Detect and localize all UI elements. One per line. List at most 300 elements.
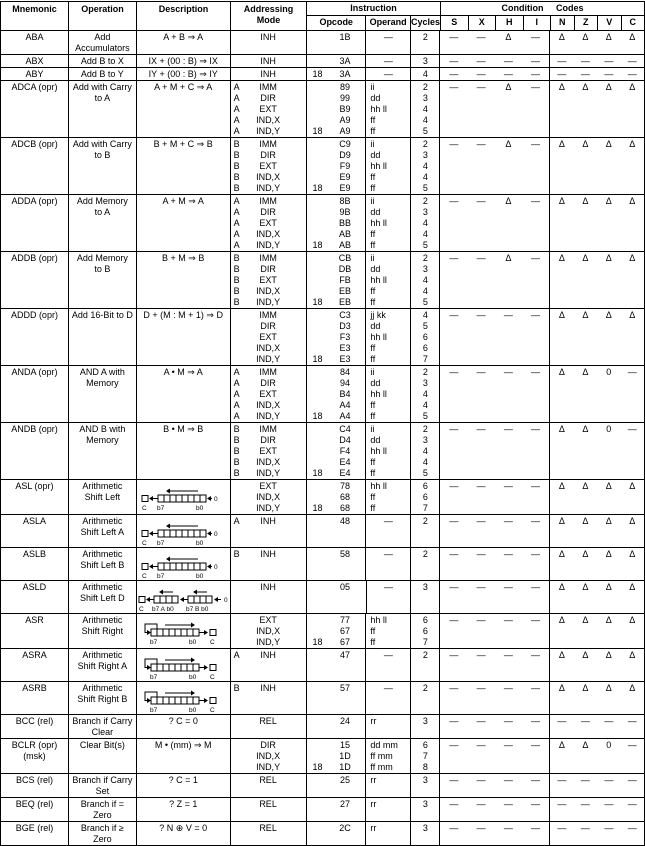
operation-cell: Arithmetic Shift Left A [69, 515, 137, 547]
cc-flag-value: Δ [605, 549, 612, 559]
addressing-mode-cell [231, 423, 307, 479]
cc-sxhi-cell [440, 682, 550, 714]
opcode-value: FB [339, 275, 351, 285]
operation-cell: Add B to X [69, 55, 137, 67]
opcode-cell [307, 649, 367, 681]
cc-flag-value: — [449, 775, 459, 785]
opcode-value: C4 [339, 424, 351, 434]
cc-flag-value: Δ [558, 253, 565, 263]
cc-flag-value: Δ [558, 582, 565, 592]
cycles-cell [411, 739, 440, 773]
cycles-value: 2 [422, 650, 428, 660]
cc-sxhi-cell [440, 31, 550, 54]
header-cycles-label: Cycles [410, 17, 440, 27]
operand-value: — [383, 582, 393, 592]
opcode-value: 1D [339, 751, 351, 761]
cc-flag-value: — [627, 69, 637, 79]
cc-flag-value: Δ [629, 615, 636, 625]
cc-flag-value: — [503, 69, 513, 79]
operand-value: ii [370, 367, 375, 377]
operand-value: ff [370, 172, 376, 182]
operation-cell: Add with Carry to B [69, 138, 137, 194]
cycles-cell [411, 138, 440, 194]
mnemonic-cell: ASLD [1, 581, 69, 613]
cc-flag-value: Δ [505, 82, 512, 92]
header-cc-i-label: I [535, 17, 538, 27]
addressing-mode-value: EXT [259, 481, 277, 491]
operand-value: hh ll [370, 275, 387, 285]
addressing-mode-value: IMM [259, 253, 277, 263]
opcode-value: 58 [339, 549, 350, 559]
cc-flag-value: 0 [606, 424, 612, 434]
opcode-value: A4 [339, 411, 351, 421]
opcode-cell [307, 31, 367, 54]
cc-flag-value: — [531, 32, 541, 42]
addressing-mode-cell [231, 515, 307, 547]
cc-flag-value: Δ [582, 82, 589, 92]
cc-sxhi-cell [440, 423, 550, 479]
cycles-cell [411, 515, 440, 547]
addressing-mode-cell [231, 81, 307, 137]
opcode-value: E3 [339, 354, 351, 364]
mnemonic-cell: BCLR (opr) (msk) [1, 739, 69, 773]
operation-cell: Add with Carry to A [69, 81, 137, 137]
cc-flag-value: — [476, 799, 486, 809]
operand-cell [366, 515, 411, 547]
accumulator-letter: A [233, 115, 240, 125]
mnemonic-cell: ADDD (opr) [1, 309, 69, 365]
addressing-mode-cell [231, 55, 307, 67]
operand-value: ff [370, 637, 376, 647]
operand-value: rr [370, 716, 377, 726]
cc-flag-value: — [531, 615, 541, 625]
cycles-value: 6 [422, 740, 428, 750]
opcode-prefix: 18 [312, 762, 323, 772]
mnemonic-cell: ASR [1, 614, 69, 648]
header-cc-s-label: S [441, 16, 469, 30]
instruction-row-aby [1, 68, 644, 81]
operation-cell: Branch if Carry Clear [69, 715, 137, 738]
svg-text:b7: b7 [157, 540, 165, 547]
cycles-cell [411, 81, 440, 137]
cc-flag-value: Δ [605, 683, 612, 693]
cc-flag-value: Δ [582, 549, 589, 559]
cycles-value: 6 [422, 626, 428, 636]
header-instruction-label: Instruction [307, 2, 440, 16]
header-cc-z-label: Z [575, 16, 599, 30]
cc-flag-value: — [476, 310, 486, 320]
cc-flag-value: Δ [558, 740, 565, 750]
cc-sxhi-cell [440, 649, 550, 681]
opcode-value: 9B [339, 207, 351, 217]
operation-cell: Branch if = Zero [69, 798, 137, 821]
opcode-value: 1D [339, 762, 351, 772]
cc-sxhi-cell [440, 366, 550, 422]
opcode-cell [307, 614, 367, 648]
accumulator-letter: A [233, 93, 240, 103]
header-operation [69, 2, 137, 30]
operation-cell: Branch if Carry Set [69, 774, 137, 797]
operand-value: ff [370, 400, 376, 410]
header-description [137, 2, 231, 30]
addressing-mode-value: IND,X [256, 751, 281, 761]
operation-cell: Add B to Y [69, 68, 137, 80]
cycles-cell [411, 649, 440, 681]
accumulator-letter: A [233, 82, 240, 92]
cc-flag-value: — [476, 516, 486, 526]
addressing-mode-cell [231, 715, 307, 738]
header-cc-h-label: H [496, 16, 524, 30]
instruction-row-asra [1, 649, 644, 682]
opcode-value: 25 [339, 775, 350, 785]
operation-cell: Add Memory to B [69, 252, 137, 308]
cycles-value: 4 [422, 69, 428, 79]
cc-flag-value: — [449, 823, 459, 833]
addressing-mode-cell [231, 366, 307, 422]
addressing-mode-value: INH [260, 56, 276, 66]
operand-value: ff [370, 229, 376, 239]
cc-flag-value: — [580, 799, 590, 809]
svg-text:C: C [210, 707, 215, 714]
header-cc-nzvc [551, 16, 644, 30]
opcode-cell [307, 195, 367, 251]
svg-text:0: 0 [214, 564, 218, 571]
cc-flag-value: — [449, 516, 459, 526]
cycles-value: 3 [422, 264, 428, 274]
cc-flag-value: — [476, 481, 486, 491]
cc-flag-value: Δ [629, 253, 636, 263]
accumulator-letter: B [233, 683, 240, 693]
mnemonic-cell: ADCB (opr) [1, 138, 69, 194]
cc-flag-value: — [557, 69, 567, 79]
cc-flag-value: Δ [629, 310, 636, 320]
cycles-value: 3 [422, 150, 428, 160]
addressing-mode-value: IND,X [256, 400, 281, 410]
header-mnemonic-label: Mnemonic [12, 4, 57, 14]
cc-flag-value: — [627, 799, 637, 809]
accumulator-letter: A [233, 218, 240, 228]
opcode-cell [307, 798, 367, 821]
cycles-cell [411, 55, 440, 67]
cc-flag-value: Δ [558, 481, 565, 491]
cc-flag-value: — [627, 823, 637, 833]
operation-cell: Arithmetic Shift Left [69, 480, 137, 514]
cycles-cell [411, 614, 440, 648]
cc-flag-value: Δ [505, 139, 512, 149]
cc-sxhi-cell [440, 68, 550, 80]
operand-value: — [383, 69, 393, 79]
accumulator-letter: A [233, 389, 240, 399]
accumulator-letter: B [233, 446, 240, 456]
cc-nzvc-cell [550, 774, 644, 797]
addressing-mode-value: IND,Y [256, 354, 281, 364]
cc-flag-value: — [449, 549, 459, 559]
cc-flag-value: Δ [629, 481, 636, 491]
addressing-mode-value: IMM [259, 310, 277, 320]
instruction-row-beq [1, 798, 644, 822]
addressing-mode-value: EXT [259, 615, 277, 625]
operation-cell: Add Memory to A [69, 195, 137, 251]
cc-flag-value: — [557, 716, 567, 726]
cc-nzvc-cell [550, 715, 644, 738]
cycles-value: 4 [422, 446, 428, 456]
operand-value: dd [370, 378, 381, 388]
operation-cell: Add Accumulators [69, 31, 137, 54]
addressing-mode-cell [231, 252, 307, 308]
opcode-value: CB [338, 253, 352, 263]
addressing-mode-value: REL [259, 775, 277, 785]
opcode-cell [307, 366, 367, 422]
cc-flag-value: — [531, 82, 541, 92]
operand-value: — [383, 516, 393, 526]
opcode-value: D9 [339, 150, 351, 160]
cycles-cell [411, 798, 440, 821]
mnemonic-cell: ADCA (opr) [1, 81, 69, 137]
accumulator-letter: A [233, 411, 240, 421]
operand-cell [366, 55, 411, 67]
description-cell: IY + (00 : B) ⇒ IY [137, 68, 231, 80]
addressing-mode-value: EXT [259, 332, 277, 342]
cc-flag-value: — [557, 799, 567, 809]
addressing-mode-cell [231, 31, 307, 54]
svg-text:b0: b0 [189, 707, 197, 714]
opcode-cell [307, 252, 367, 308]
operand-value: hh ll [370, 446, 387, 456]
accumulator-letter: B [233, 253, 240, 263]
cc-flag-value: — [503, 615, 513, 625]
cc-flag-value: Δ [605, 139, 612, 149]
cycles-cell [411, 252, 440, 308]
cc-flag-value: — [531, 139, 541, 149]
cc-flag-value: — [449, 310, 459, 320]
cycles-value: 3 [422, 93, 428, 103]
cc-flag-value: — [503, 424, 513, 434]
cycles-value: 4 [422, 310, 428, 320]
cc-flag-value: — [531, 310, 541, 320]
cc-flag-value: Δ [582, 683, 589, 693]
header-cc-n-label: N [551, 16, 575, 30]
operand-value: hh ll [370, 332, 387, 342]
addressing-mode-value: DIR [260, 378, 276, 388]
mnemonic-cell: ANDB (opr) [1, 423, 69, 479]
cc-flag-value: — [531, 69, 541, 79]
cc-flag-value: Δ [629, 650, 636, 660]
addressing-mode-value: DIR [260, 740, 276, 750]
svg-text:b7 A b0: b7 A b0 [151, 606, 174, 613]
cycles-value: 3 [422, 799, 428, 809]
opcode-value: 24 [339, 716, 350, 726]
cycles-value: 3 [422, 823, 428, 833]
addressing-mode-value: INH [260, 516, 276, 526]
svg-text:C: C [138, 606, 144, 613]
opcode-cell [307, 480, 367, 514]
operand-value: hh ll [370, 104, 387, 114]
cc-nzvc-cell [550, 366, 644, 422]
opcode-value: 68 [339, 492, 350, 502]
cycles-cell [411, 480, 440, 514]
instruction-row-aba [1, 31, 644, 55]
opcode-value: A9 [339, 115, 351, 125]
mnemonic-cell: ASRA [1, 649, 69, 681]
addressing-mode-value: INH [260, 69, 276, 79]
accumulator-letter: B [233, 297, 240, 307]
svg-text:b0: b0 [196, 505, 204, 512]
cc-nzvc-cell [550, 649, 644, 681]
table-header [1, 2, 644, 31]
instruction-row-bcc [1, 715, 644, 739]
addressing-mode-value: DIR [260, 150, 276, 160]
addressing-mode-value: REL [259, 716, 277, 726]
cc-flag-value: — [627, 367, 637, 377]
cc-flag-value: — [531, 823, 541, 833]
cycles-value: 4 [422, 115, 428, 125]
operand-value: ff [370, 503, 376, 513]
addressing-mode-value: IND,X [256, 492, 281, 502]
table-body [1, 31, 644, 845]
header-description-label: Description [158, 4, 209, 14]
cc-flag-value: Δ [629, 549, 636, 559]
addressing-mode-value: IND,X [256, 286, 281, 296]
header-instruction-group [307, 2, 441, 30]
cycles-value: 2 [422, 683, 428, 693]
addressing-mode-value: EXT [259, 446, 277, 456]
cc-flag-value: Δ [629, 516, 636, 526]
instruction-row-abx [1, 55, 644, 68]
cc-flag-value: — [627, 716, 637, 726]
cc-flag-value: — [449, 196, 459, 206]
addressing-mode-cell [231, 68, 307, 80]
cycles-cell [411, 68, 440, 80]
cc-flag-value: Δ [582, 139, 589, 149]
cc-flag-value: Δ [582, 424, 589, 434]
addressing-mode-cell [231, 548, 307, 580]
cycles-cell [411, 715, 440, 738]
cc-flag-value: — [449, 69, 459, 79]
opcode-cell [307, 138, 367, 194]
cc-flag-value: — [580, 775, 590, 785]
cc-flag-value: — [604, 69, 614, 79]
cc-flag-value: Δ [505, 32, 512, 42]
instruction-row-asld [1, 581, 644, 614]
opcode-value: 84 [339, 367, 350, 377]
cc-nzvc-cell [550, 138, 644, 194]
opcode-value: E4 [339, 468, 351, 478]
instruction-row-adda [1, 195, 644, 252]
cc-sxhi-cell [440, 55, 550, 67]
opcode-value: F3 [339, 332, 351, 342]
accumulator-letter: A [233, 240, 240, 250]
cycles-value: 3 [422, 56, 428, 66]
cc-nzvc-cell [550, 195, 644, 251]
instruction-row-addd [1, 309, 644, 366]
operand-value: ff [370, 411, 376, 421]
instruction-row-asla [1, 515, 644, 548]
cycles-value: 2 [422, 424, 428, 434]
cycles-value: 6 [422, 481, 428, 491]
cc-flag-value: Δ [605, 650, 612, 660]
operand-value: dd [370, 321, 381, 331]
opcode-value: 27 [339, 799, 350, 809]
cc-flag-value: — [476, 56, 486, 66]
opcode-cell [307, 581, 367, 613]
operand-value: hh ll [370, 218, 387, 228]
cc-sxhi-cell [440, 774, 550, 797]
addressing-mode-cell [231, 309, 307, 365]
cc-flag-value: Δ [605, 253, 612, 263]
operand-cell [366, 423, 411, 479]
addressing-mode-value: IND,Y [256, 762, 281, 772]
cycles-value: 8 [422, 762, 428, 772]
cc-flag-value: — [557, 823, 567, 833]
cc-nzvc-cell [550, 682, 644, 714]
opcode-cell [307, 682, 367, 714]
opcode-value: 47 [339, 650, 350, 660]
opcode-value: 77 [339, 615, 350, 625]
opcode-cell [307, 81, 367, 137]
cc-sxhi-cell [440, 195, 550, 251]
shift-left-diagram [138, 556, 228, 580]
accumulator-letter: A [233, 126, 240, 136]
cc-flag-value: — [449, 481, 459, 491]
operand-cell [366, 195, 411, 251]
svg-text:b0: b0 [189, 674, 197, 681]
cycles-value: 2 [422, 516, 428, 526]
svg-text:0: 0 [214, 496, 218, 503]
cycles-value: 5 [422, 183, 428, 193]
cc-flag-value: — [476, 82, 486, 92]
svg-text:b7: b7 [157, 573, 165, 580]
cycles-value: 4 [422, 286, 428, 296]
cc-flag-value: Δ [605, 615, 612, 625]
cc-flag-value: — [449, 615, 459, 625]
opcode-value: 94 [339, 378, 350, 388]
opcode-cell [307, 55, 367, 67]
operation-cell: Arithmetic Shift Right [69, 614, 137, 648]
cc-flag-value: Δ [629, 139, 636, 149]
instruction-row-anda [1, 366, 644, 423]
operand-value: ff [370, 492, 376, 502]
description-cell [137, 548, 231, 580]
opcode-value: D4 [339, 435, 351, 445]
operand-value: ff [370, 297, 376, 307]
addressing-mode-value: IMM [259, 196, 277, 206]
operand-value: rr [370, 823, 377, 833]
instruction-row-adcb [1, 138, 644, 195]
opcode-value: F9 [339, 161, 351, 171]
cc-flag-value: Δ [558, 615, 565, 625]
svg-text:b7: b7 [150, 707, 158, 714]
opcode-value: 67 [339, 626, 350, 636]
operation-cell: Clear Bit(s) [69, 739, 137, 773]
accumulator-letter: A [233, 207, 240, 217]
cc-flag-value: — [476, 775, 486, 785]
operand-value: ff [370, 468, 376, 478]
addressing-mode-cell [231, 822, 307, 845]
cc-flag-value: — [604, 716, 614, 726]
cycles-cell [411, 822, 440, 845]
cc-flag-value: Δ [558, 683, 565, 693]
svg-text:b7: b7 [150, 674, 158, 681]
addressing-mode-value: IND,X [256, 172, 281, 182]
addressing-mode-value: DIR [260, 264, 276, 274]
header-cc-sxhi [441, 16, 551, 30]
operand-cell [366, 252, 411, 308]
cc-flag-value: Δ [582, 650, 589, 660]
cycles-cell [411, 774, 440, 797]
cc-nzvc-cell [550, 81, 644, 137]
operand-cell [366, 614, 411, 648]
description-cell: M • (mm) ⇒ M [137, 739, 231, 773]
